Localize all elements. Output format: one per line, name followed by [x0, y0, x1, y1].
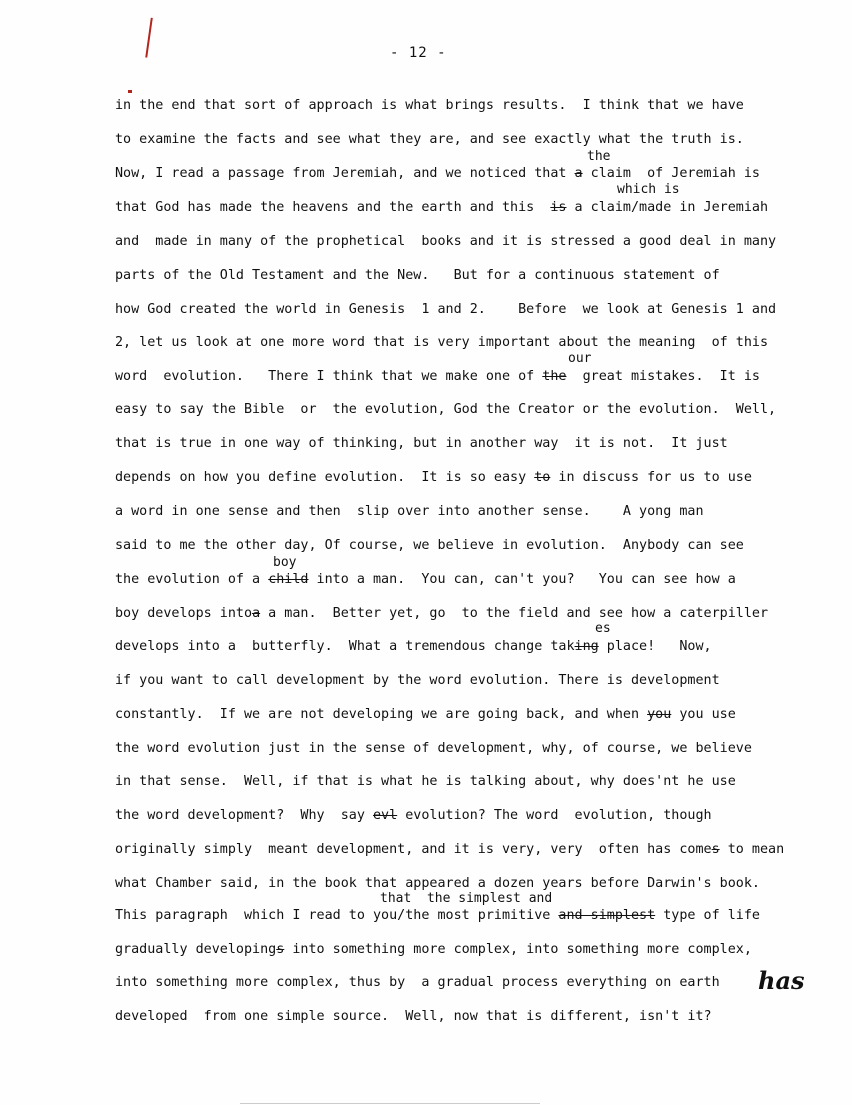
text-line-26: gradually developings into something more complex, into something more complex, [115, 942, 752, 957]
text-line-18: if you want to call development by the word evolution. There is development [115, 673, 720, 688]
text-line-19: constantly. If we are not developing we are going back, and when you you use [115, 707, 736, 722]
text-line-10: easy to say the Bible or the evolution, God the Creator or the evolution. Well, [115, 402, 777, 417]
insertion-our: our [568, 351, 592, 366]
page-number: - 12 - [390, 45, 447, 61]
text-line-14: said to me the other day, Of course, we believe in evolution. Anybody can see [115, 538, 744, 553]
text-line-5: and made in many of the prophetical books and it is stressed a good deal in many [115, 234, 777, 249]
text-line-1: in the end that sort of approach is what brings results. I think that we have [115, 98, 744, 113]
text-line-13: a word in one sense and then slip over into another sense. A yong man [115, 504, 704, 519]
insertion-that-the-simplest-and: that the simplest and [380, 891, 553, 906]
text-line-6: parts of the Old Testament and the New. But for a continuous statement of [115, 268, 720, 283]
text-line-28: developed from one simple source. Well, now that is different, isn't it? [115, 1009, 712, 1024]
insertion-boy: boy [273, 555, 297, 570]
text-line-2: to examine the facts and see what they are, and see exactly what the truth is. [115, 132, 744, 147]
text-line-4: that God has made the heavens and the earth and this is a claim/made in Jeremiah [115, 200, 769, 215]
text-line-24: what Chamber said, in the book that appeared a dozen years before Darwin's book. [115, 876, 760, 891]
text-line-7: how God created the world in Genesis 1 and 2. Before we look at Genesis 1 and [115, 302, 777, 317]
text-line-23: originally simply meant development, and it is very, very often has comes to mean [115, 842, 785, 857]
bottom-faint-rule [240, 1103, 540, 1104]
text-line-11: that is true in one way of thinking, but in another way it is not. It just [115, 436, 728, 451]
text-line-8: 2, let us look at one more word that is very important about the meaning of this [115, 335, 769, 350]
insertion-which-is: which is [617, 182, 680, 197]
insertion-the: the [587, 149, 611, 164]
text-line-21: in that sense. Well, if that is what he is talking about, why does'nt he use [115, 774, 736, 789]
red-margin-dot [128, 90, 132, 93]
text-line-27: into something more complex, thus by a gradual process everything on earth [115, 975, 720, 990]
text-line-12: depends on how you define evolution. It is so easy to in discuss for us to use [115, 470, 752, 485]
text-line-17: develops into a butterfly. What a tremendous change taking place! Now, [115, 639, 712, 654]
text-line-15: the evolution of a child into a man. You can, can't you? You can see how a [115, 572, 736, 587]
handwritten-has: has [758, 966, 805, 995]
text-line-9: word evolution. There I think that we make one of the great mistakes. It is [115, 369, 760, 384]
text-line-20: the word evolution just in the sense of development, why, of course, we believe [115, 741, 752, 756]
text-line-25: This paragraph which I read to you/the most primitive and simplest type of life [115, 908, 760, 923]
text-line-22: the word development? Why say evl evolution? The word evolution, though [115, 808, 712, 823]
red-margin-mark [145, 18, 157, 58]
insertion-es: es [595, 621, 611, 636]
text-line-16: boy develops intoa a man. Better yet, go to the field and see how a caterpiller [115, 606, 769, 621]
text-line-3: Now, I read a passage from Jeremiah, and we noticed that a claim of Jeremiah is [115, 166, 760, 181]
